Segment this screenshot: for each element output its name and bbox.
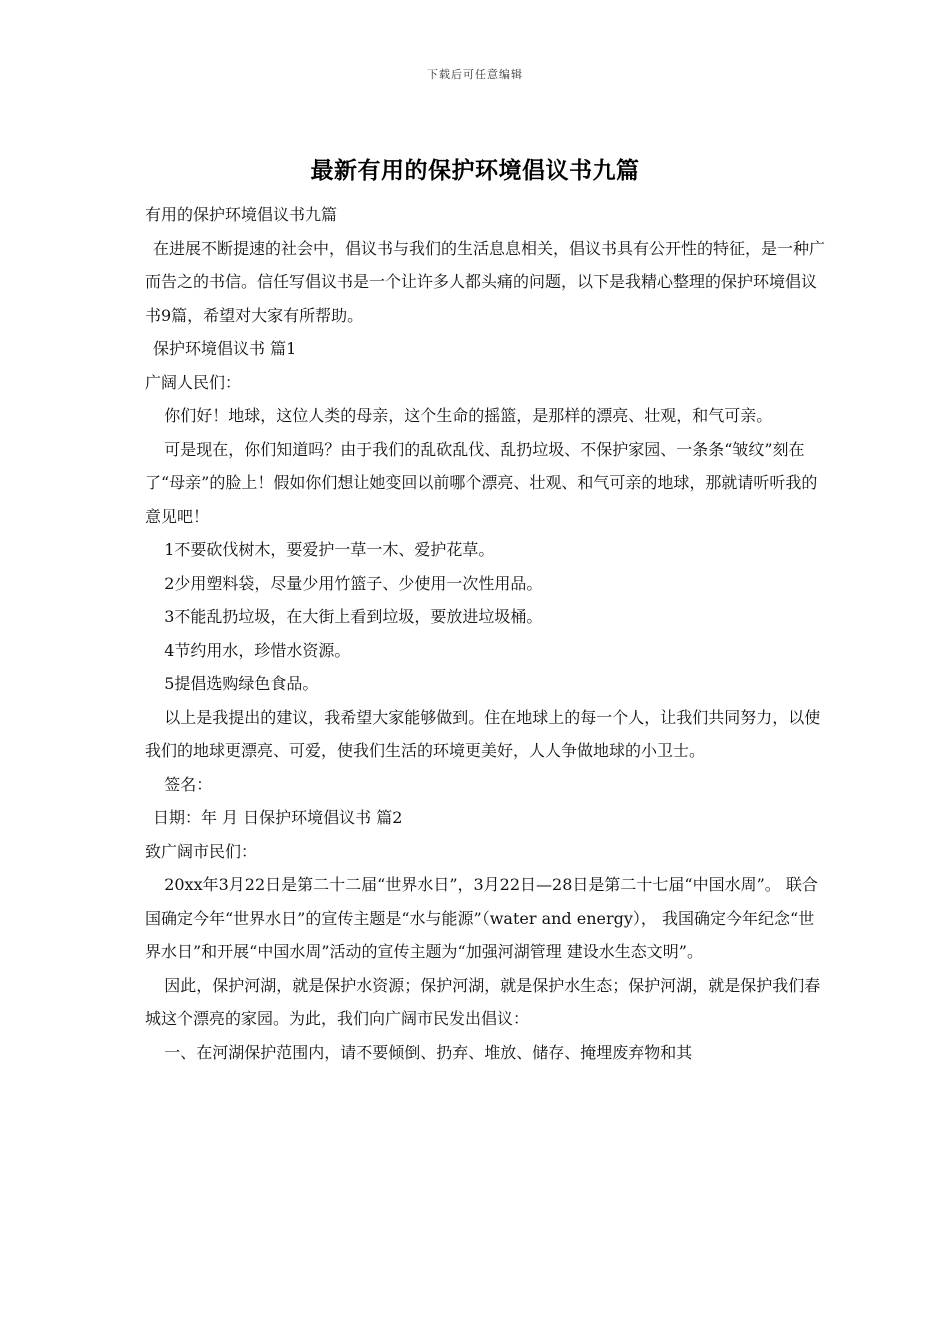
document-body — [145, 198, 825, 1069]
list-item: 2少用塑料袋，尽量少用竹篮子、少使用一次性用品。 — [164, 573, 543, 593]
list-item: 4节约用水，珍惜水资源。 — [164, 640, 351, 660]
list-item: 5提倡选购绿色食品。 — [164, 674, 319, 693]
body-paragraph: 因此，保护河湖，就是保护水资源；保护河湖，就是保护水生态；保护河湖，就是保护我们春城这个漂亮的家园。为此，我们向广阔市民发出倡议： — [145, 975, 821, 1028]
subtitle-paragraph: 有用的保护环境倡议书九篇 — [145, 205, 338, 224]
salutation-2: 致广阔市民们： — [145, 841, 258, 861]
section-heading-1: 保护环境倡议书 篇1 — [153, 339, 297, 358]
signature-line: 签名： — [164, 774, 213, 794]
salutation-1: 广阔人民们： — [145, 372, 242, 392]
list-item: 1不要砍伐树木，要爱护一草一木、爱护花草。 — [164, 540, 495, 559]
body-paragraph: 20xx年3月22日是第二十二届“世界水日”，3月22日—28日是第二十七届“中国水周”。 联合国确定今年“世界水日”的宣传主题是“水与能源”（water and energy）， 我国确定今年纪念“世界水日”和开展“中国水周”活动的宣传主题为“加强河湖管理 建设水生态文明”。 — [145, 875, 818, 961]
list-item: 3不能乱扔垃圾，在大街上看到垃圾，要放进垃圾桶。 — [164, 607, 543, 626]
body-paragraph: 可是现在，你们知道吗？由于我们的乱砍乱伐、乱扔垃圾、不保护家园、一条条“皱纹”刻在了“母亲”的脸上！假如你们想让她变回以前哪个漂亮、壮观、和气可亲的地球，那就请听听我的意见吧！ — [145, 439, 818, 526]
body-paragraph: 以上是我提出的建议，我希望大家能够做到。住在地球上的每一个人，让我们共同努力，以使我们的地球更漂亮、可爱，使我们生活的环境更美好，人人争做地球的小卫士。 — [145, 707, 821, 760]
intro-paragraph: 在进展不断提速的社会中，倡议书与我们的生活息息相关，倡议书具有公开性的特征，是一种广而告之的书信。信任写倡议书是一个让许多人都头痛的问题，以下是我精心整理的保护环境倡议书9篇，希望对大家有所帮助。 — [145, 238, 826, 325]
body-paragraph: 一、在河湖保护范围内，请不要倾倒、扔弃、堆放、储存、掩埋废弃物和其 — [164, 1042, 693, 1062]
document-title: 最新有用的保护环境倡议书九篇 — [310, 157, 640, 184]
date-and-section-heading-2: 日期：年 月 日保护环境倡议书 篇2 — [153, 808, 403, 827]
body-paragraph: 你们好！地球，这位人类的母亲，这个生命的摇篮，是那样的漂亮、壮观，和气可亲。 — [164, 406, 773, 425]
page-header-note: 下载后可任意编辑 — [427, 68, 523, 81]
